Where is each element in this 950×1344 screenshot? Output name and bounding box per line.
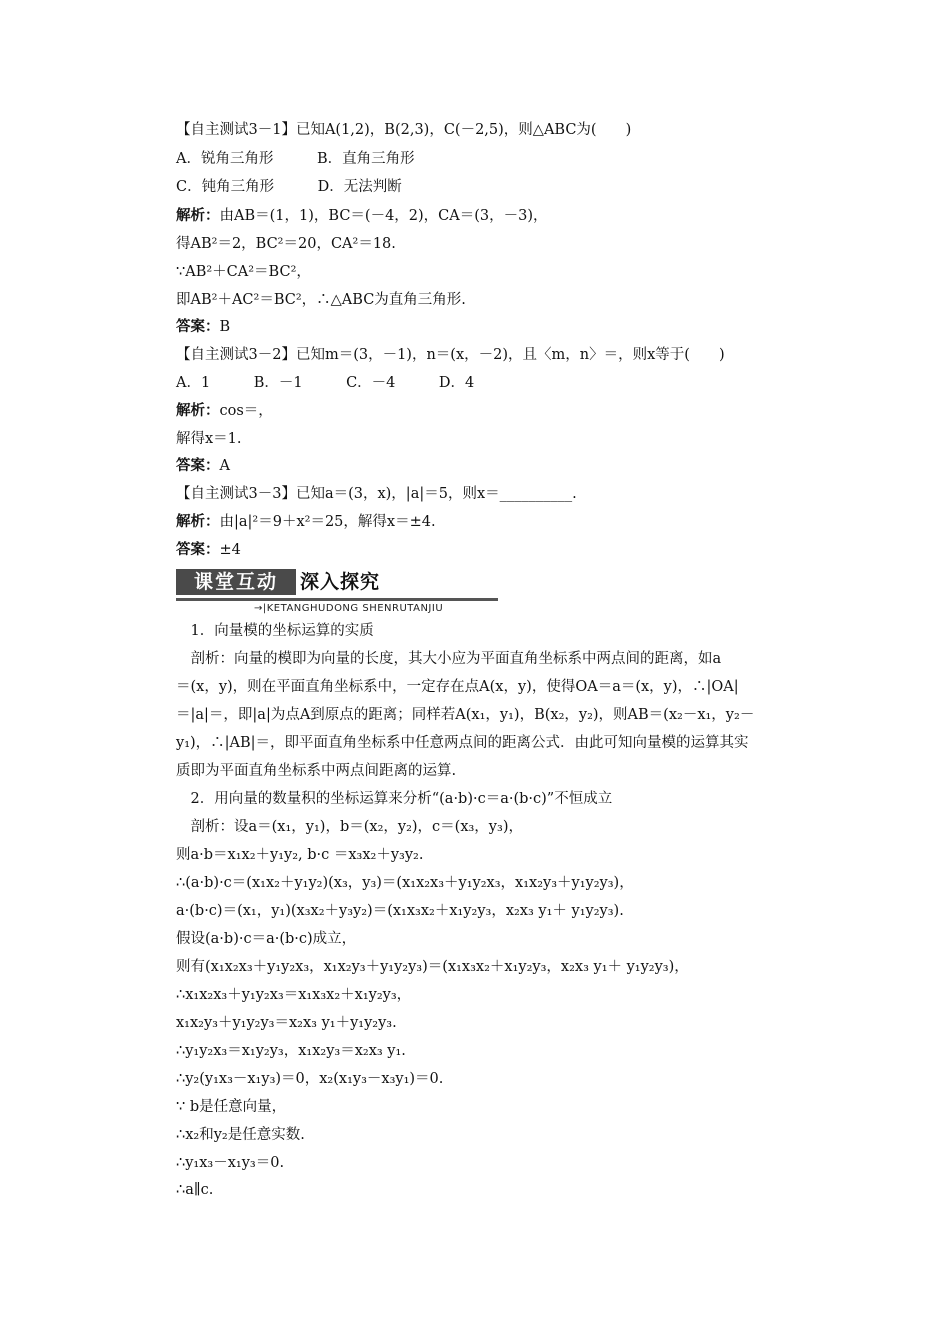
text-line: 即AB²＋AC²＝BC²，∴△ABC为直角三角形.: [176, 292, 466, 308]
text-line: ∵AB²＋CA²＝BC²，: [176, 264, 311, 280]
text-line: ＝|a|＝，即|a|为点A到原点的距离；同样若A(x₁，y₁)，B(x₂，y₂)，则AB＝(x₂－x₁，y₂－: [176, 707, 755, 723]
text-line: 【自主测试3－3】已知a＝(3，x)，|a|＝5，则x＝__________.: [176, 486, 577, 502]
text-line: a·(b·c)＝(x₁，y₁)(x₃x₂＋y₃y₂)＝(x₁x₃x₂＋x₁y₂y₃，x₂x₃ y₁＋ y₁y₂y₃).: [176, 903, 624, 919]
banner-rule: [176, 598, 498, 601]
text-line: 假设(a·b)·c＝a·(b·c)成立，: [176, 931, 357, 947]
banner-subtitle: →|KETANGHUDONG SHENRUTANJIU: [254, 603, 444, 614]
text-line: 剖析：向量的模即为向量的长度，其大小应为平面直角坐标系中两点间的距离，如a: [176, 651, 722, 667]
text-line: 答案：±4: [176, 541, 241, 558]
text-line: x₁x₂y₃＋y₁y₂y₃＝x₂x₃ y₁＋y₁y₂y₃.: [176, 1015, 397, 1031]
text-line: 1．向量模的坐标运算的实质: [176, 623, 374, 639]
text-line: ∴y₁x₃－x₁y₃＝0.: [176, 1155, 285, 1171]
text-line: y₁)，∴|AB|＝，即平面直角坐标系中任意两点间的距离公式．由此可知向量模的运算其实: [176, 735, 749, 751]
banner-title-dark: 课堂互动: [176, 569, 296, 595]
text-line: ∴a∥c.: [176, 1182, 214, 1198]
text-line: A．1 B．－1 C．－4 D．4: [176, 375, 475, 391]
text-line: 解析：由AB＝(1，1)，BC＝(－4，2)，CA＝(3，－3)，: [176, 207, 548, 224]
text-line: ∴y₂(y₁x₃－x₁y₃)＝0，x₂(x₁y₃－x₃y₁)＝0.: [176, 1071, 444, 1087]
text-line: 解析：由|a|²＝9＋x²＝25，解得x＝±4.: [176, 513, 436, 530]
text-line: 答案：B: [176, 318, 231, 335]
text-line: 【自主测试3－1】已知A(1,2)，B(2,3)，C(－2,5)，则△ABC为( ): [176, 122, 632, 138]
text-line: ∴x₁x₂x₃＋y₁y₂x₃＝x₁x₃x₂＋x₁y₂y₃，: [176, 987, 412, 1003]
text-line: 则a·b＝x₁x₂＋y₁y₂, b·c ＝x₃x₂＋y₃y₂.: [176, 847, 424, 863]
text-line: 解析：cos＝，: [176, 402, 273, 419]
text-line: 答案：A: [176, 457, 230, 474]
text-line: ∵ b是任意向量，: [176, 1099, 287, 1115]
text-line: 质即为平面直角坐标系中两点间距离的运算.: [176, 763, 457, 779]
text-line: A．锐角三角形 B．直角三角形: [176, 151, 415, 167]
text-line: 【自主测试3－2】已知m＝(3，－1)，n＝(x，－2)，且〈m，n〉＝，则x等于( ): [176, 347, 725, 363]
text-line: 则有(x₁x₂x₃＋y₁y₂x₃，x₁x₂y₃＋y₁y₂y₃)＝(x₁x₃x₂＋x₁y₂y₃，x₂x₃ y₁＋ y₁y₂y₃)，: [176, 959, 689, 975]
text-line: 剖析：设a＝(x₁，y₁)，b＝(x₂，y₂)，c＝(x₃，y₃)，: [176, 819, 523, 835]
text-line: 2．用向量的数量积的坐标运算来分析“(a·b)·c＝a·(b·c)”不恒成立: [176, 791, 613, 807]
banner-title-light: 深入探究: [300, 571, 381, 593]
text-line: ∴(a·b)·c＝(x₁x₂＋y₁y₂)(x₃，y₃)＝(x₁x₂x₃＋y₁y₂x₃，x₁x₂y₃＋y₁y₂y₃)，: [176, 875, 634, 891]
section-banner: [176, 567, 506, 617]
text-line: C．钝角三角形 D．无法判断: [176, 179, 402, 195]
text-line: ＝(x，y)，则在平面直角坐标系中，一定存在点A(x，y)，使得OA＝a＝(x，y)，∴|OA|: [176, 679, 739, 695]
text-line: 得AB²＝2，BC²＝20，CA²＝18.: [176, 236, 396, 252]
text-line: ∴x₂和y₂是任意实数.: [176, 1127, 305, 1143]
text-line: ∴y₁y₂x₃＝x₁y₂y₃，x₁x₂y₃＝x₂x₃ y₁.: [176, 1043, 406, 1059]
text-line: 解得x＝1.: [176, 431, 242, 447]
